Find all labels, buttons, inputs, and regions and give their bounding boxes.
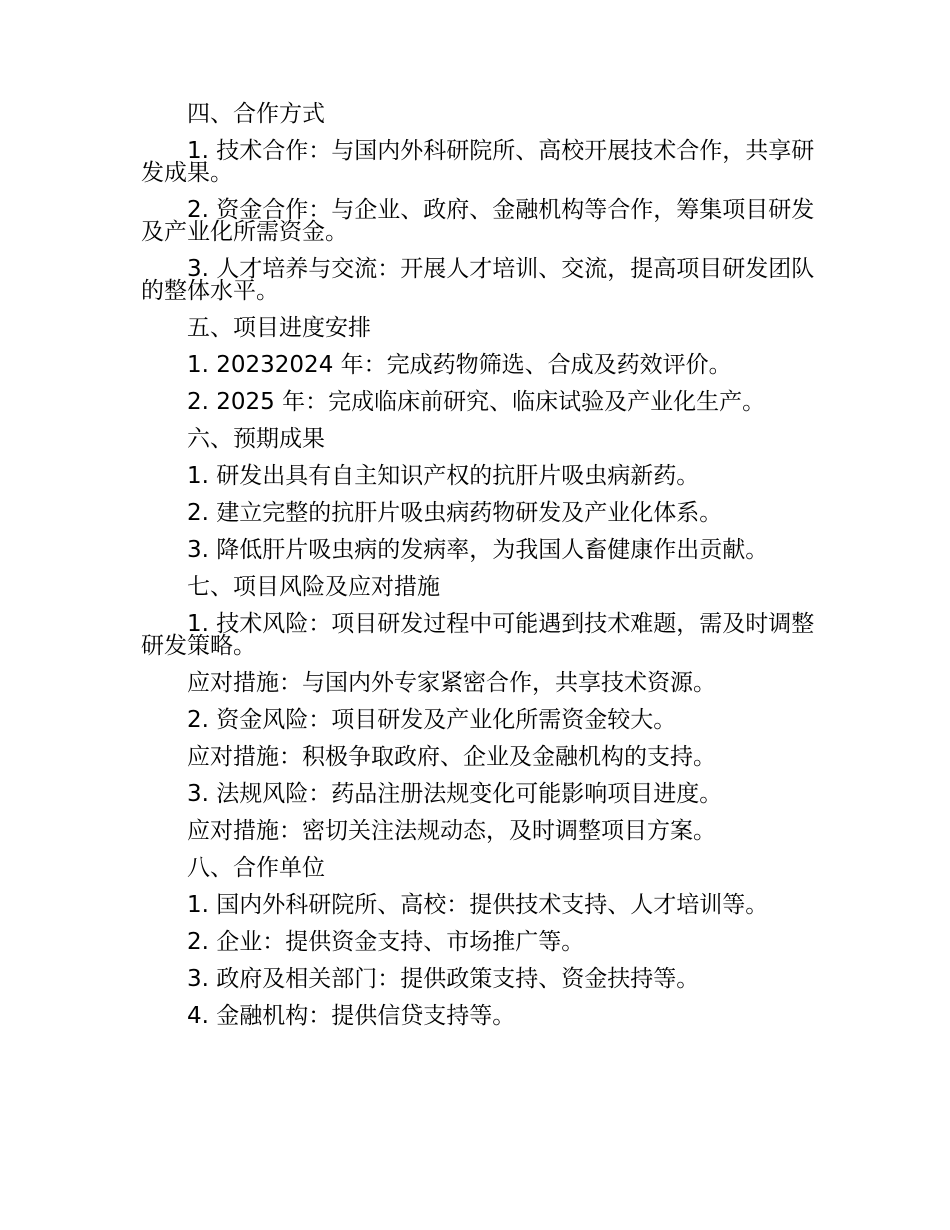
section-heading-risks: 七、项目风险及应对措施 [187, 574, 440, 600]
paragraph-risk-regulatory: 3. 法规风险：药品注册法规变化可能影响项目进度。 [187, 781, 723, 807]
paragraph-risk-funding: 2. 资金风险：项目研发及产业化所需资金较大。 [187, 707, 677, 733]
paragraph-response-regulatory: 应对措施：密切关注法规动态，及时调整项目方案。 [187, 818, 716, 844]
section-heading-schedule: 五、项目进度安排 [187, 315, 371, 341]
paragraph-outcome-health: 3. 降低肝片吸虫病的发病率，为我国人畜健康作出贡献。 [187, 537, 769, 563]
paragraph-fund-cooperation: 2. 资金合作：与企业、政府、金融机构等合作，筹集项目研发及产业化所需资金。 [141, 197, 815, 245]
paragraph-tech-cooperation: 1. 技术合作：与国内外科研院所、高校开展技术合作，共享研发成果。 [141, 138, 815, 186]
paragraph-partner-finance: 4. 金融机构：提供信贷支持等。 [187, 1003, 516, 1029]
section-heading-partners: 八、合作单位 [187, 855, 325, 881]
paragraph-partner-institutes: 1. 国内外科研院所、高校：提供技术支持、人才培训等。 [187, 892, 769, 918]
paragraph-talent-exchange: 3. 人才培养与交流：开展人才培训、交流，提高项目研发团队的整体水平。 [141, 256, 815, 304]
section-heading-outcomes: 六、预期成果 [187, 426, 325, 452]
paragraph-risk-technical: 1. 技术风险：项目研发过程中可能遇到技术难题，需及时调整研发策略。 [141, 611, 815, 659]
document-body [141, 103, 816, 1042]
paragraph-response-funding: 应对措施：积极争取政府、企业及金融机构的支持。 [187, 744, 716, 770]
paragraph-response-technical: 应对措施：与国内外专家紧密合作，共享技术资源。 [187, 670, 716, 696]
paragraph-schedule-2025: 2. 2025 年：完成临床前研究、临床试验及产业化生产。 [187, 389, 766, 415]
paragraph-partner-enterprises: 2. 企业：提供资金支持、市场推广等。 [187, 929, 585, 955]
paragraph-partner-government: 3. 政府及相关部门：提供政策支持、资金扶持等。 [187, 966, 700, 992]
paragraph-outcome-system: 2. 建立完整的抗肝片吸虫病药物研发及产业化体系。 [187, 500, 723, 526]
section-heading-cooperation: 四、合作方式 [187, 101, 325, 127]
paragraph-outcome-new-drug: 1. 研发出具有自主知识产权的抗肝片吸虫病新药。 [187, 463, 700, 489]
paragraph-schedule-2023-2024: 1. 20232024 年：完成药物筛选、合成及药效评价。 [187, 352, 732, 378]
